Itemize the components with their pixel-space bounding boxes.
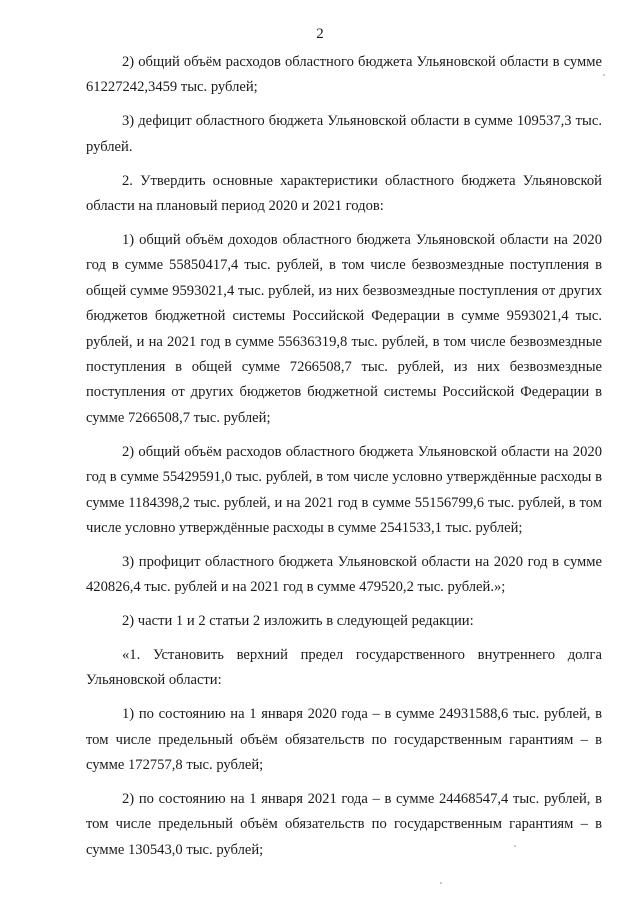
scan-speck bbox=[514, 845, 516, 847]
page-number: 2 bbox=[316, 26, 324, 42]
paragraph-debt-2020: 1) по состоянию на 1 января 2020 года – в сумме 24931588,6 тыс. рублей, в том числе предельный объём обязательств по государственным гарантиям – в сумме 172757,8 тыс. рублей; bbox=[86, 706, 602, 774]
paragraph-total-expenditure: 2) общий объём расходов областного бюджета Ульяновской области в сумме 61227242,3459 тыс. рублей; bbox=[86, 54, 602, 96]
paragraph-debt-2021: 2) по состоянию на 1 января 2021 года – в сумме 24468547,4 тыс. рублей, в том числе предельный объём обязательств по государственным гарантиям – в сумме 130543,0 тыс. рублей; bbox=[86, 791, 602, 858]
paragraph-planned-expenditure: 2) общий объём расходов областного бюджета Ульяновской области на 2020 год в сумме 55429591,0 тыс. рублей, в том числе условно утверждённые расходы в сумме 1184398,2 тыс. рублей, и на 2021 год в сумме 55156799,6 тыс. рублей, в том числе условно утверждённые расходы в сумме 2541533,1 тыс. рублей; bbox=[86, 443, 602, 536]
paragraph-surplus: 3) профицит областного бюджета Ульяновской области на 2020 год в сумме 420826,4 тыс. рублей и на 2021 год в сумме 479520,2 тыс. рублей.»; bbox=[86, 553, 602, 596]
paragraph-planning-period: 2. Утвердить основные характеристики областного бюджета Ульяновской области на плановый период 2020 и 2021 годов: bbox=[86, 172, 602, 215]
paragraph-deficit: 3) дефицит областного бюджета Ульяновской области в сумме 109537,3 тыс. рублей. bbox=[86, 113, 602, 155]
paragraph-article-amendment: 2) части 1 и 2 статьи 2 изложить в следующей редакции: bbox=[122, 613, 474, 630]
scan-speck bbox=[603, 74, 605, 76]
scan-speck bbox=[440, 882, 442, 884]
document-body bbox=[86, 50, 602, 872]
paragraph-planned-revenue: 1) общий объём доходов областного бюджета Ульяновской области на 2020 год в сумме 55850417,4 тыс. рублей, в том числе безвозмездные поступления в общей сумме 9593021,4 тыс. рублей, из них безвозмездные поступления от других бюджетов бюджетной системы Российской Федерации в сумме 9593021,4 тыс. рублей, и на 2021 год в сумме 55636319,8 тыс. рублей, в том числе безвозмездные поступления в общей сумме 7266508,7 тыс. рублей, из них безвозмездные поступления от других бюджетов бюджетной системы Российской Федерации в сумме 7266508,7 тыс. рублей; bbox=[86, 231, 602, 426]
paragraph-debt-limit: «1. Установить верхний предел государственного внутреннего долга Ульяновской области: bbox=[86, 647, 602, 689]
